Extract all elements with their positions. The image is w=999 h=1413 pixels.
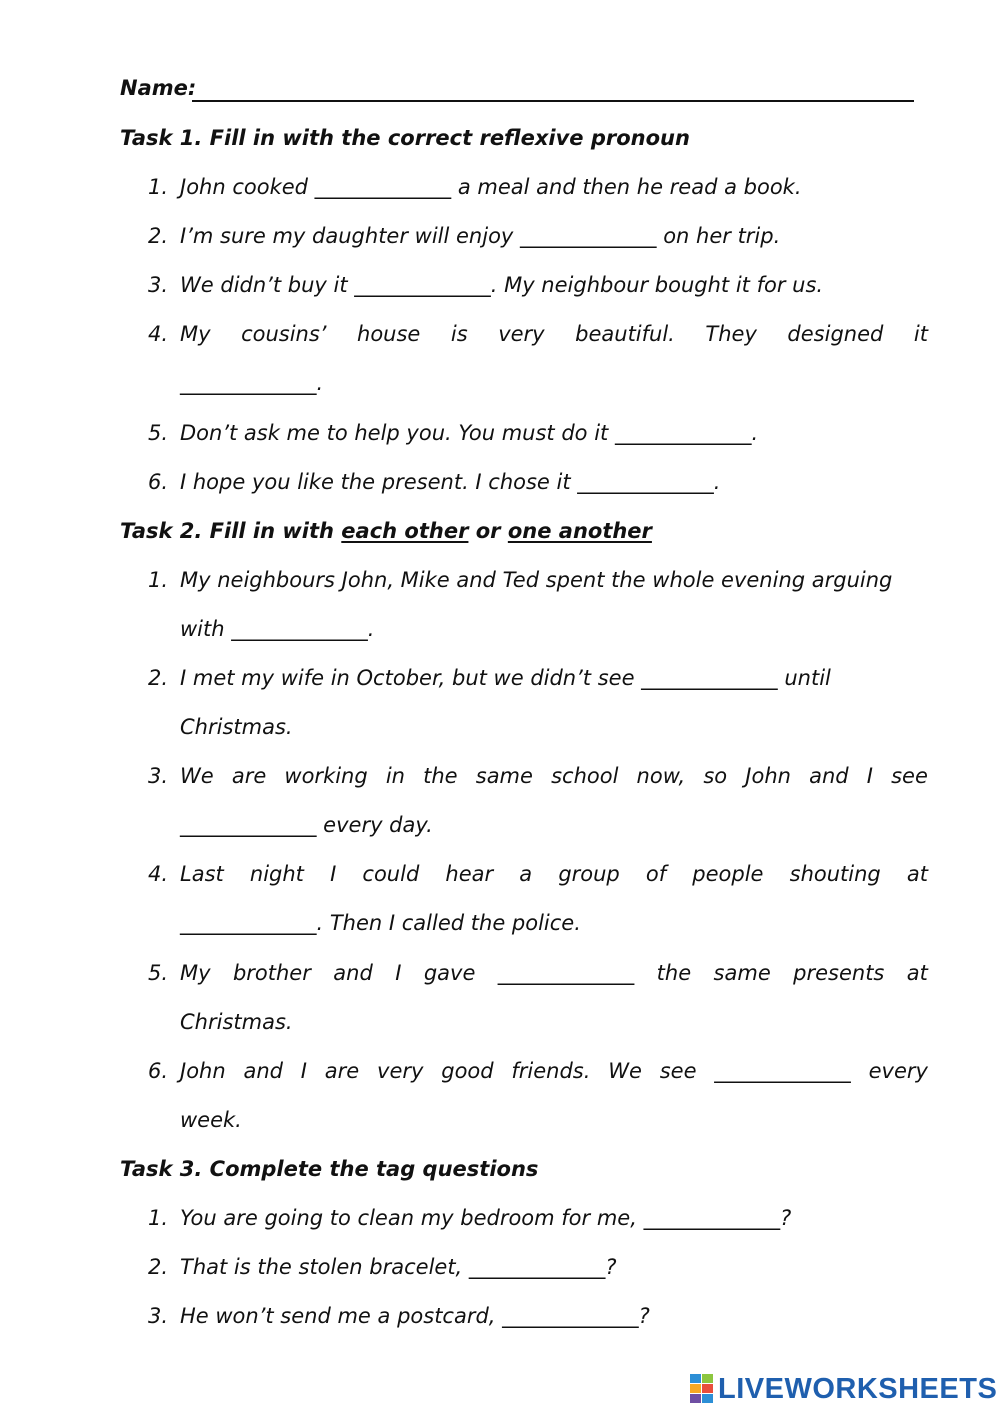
task2-item5-line2: Christmas. xyxy=(180,1010,293,1034)
task1-item6-number: 6. xyxy=(148,470,169,494)
word: it xyxy=(913,322,928,346)
task1-item4-number: 4. xyxy=(148,322,169,346)
liveworksheets-logo-text: LIVEWORKSHEETS xyxy=(718,1372,998,1405)
word: house xyxy=(357,322,421,346)
task2-item6-line2: week. xyxy=(180,1108,242,1132)
task2-item3-line1 xyxy=(180,762,928,790)
task1-item3-number: 3. xyxy=(148,273,169,297)
word: They xyxy=(705,322,757,346)
task2-item2-number: 2. xyxy=(148,666,169,690)
task1-item1-text: John cooked _____________ a meal and then he read a book. xyxy=(180,175,802,199)
task2-item3-line2: _____________ every day. xyxy=(180,813,433,837)
task1-title: Task 1. Fill in with the correct reflexive pronoun xyxy=(120,126,690,150)
task1-item1-number: 1. xyxy=(148,175,169,199)
answer-blank[interactable]: _____________ xyxy=(497,961,635,985)
task2-item1-number: 1. xyxy=(148,568,169,592)
word: every xyxy=(868,1059,928,1083)
word: I xyxy=(330,862,337,886)
word: now, xyxy=(636,764,686,788)
word: very xyxy=(498,322,545,346)
word: Last xyxy=(180,862,224,886)
word: are xyxy=(231,764,267,788)
word: I xyxy=(395,961,402,985)
word: and xyxy=(333,961,373,985)
task2-item5-line1 xyxy=(180,959,928,987)
task1-item5-number: 5. xyxy=(148,421,169,445)
word: the xyxy=(423,764,458,788)
task3-title: Task 3. Complete the tag questions xyxy=(120,1157,539,1181)
task2-item3-number: 3. xyxy=(148,764,169,788)
task3-item2-text: That is the stolen bracelet, _____________? xyxy=(180,1255,617,1279)
word: John xyxy=(180,1059,226,1083)
word: are xyxy=(324,1059,360,1083)
task2-item4-number: 4. xyxy=(148,862,169,886)
name-answer-line[interactable] xyxy=(192,100,914,102)
task2-item4-line2: _____________. Then I called the police. xyxy=(180,911,581,935)
task2-item5-number: 5. xyxy=(148,961,169,985)
word: and xyxy=(243,1059,283,1083)
word: brother xyxy=(232,961,311,985)
word: shouting xyxy=(789,862,881,886)
word: working xyxy=(284,764,368,788)
word: same xyxy=(713,961,771,985)
task3-item3-number: 3. xyxy=(148,1304,169,1328)
word: very xyxy=(377,1059,424,1083)
word: the xyxy=(656,961,692,985)
task3-item1-number: 1. xyxy=(148,1206,169,1230)
word: of xyxy=(645,862,667,886)
task1-item4-line2: _____________. xyxy=(180,371,324,395)
word: school xyxy=(551,764,619,788)
task1-item2-number: 2. xyxy=(148,224,169,248)
name-label: Name: xyxy=(120,76,197,100)
word: We xyxy=(180,764,214,788)
answer-blank[interactable]: _____________ xyxy=(714,1059,851,1083)
liveworksheets-logo xyxy=(690,1372,997,1406)
task1-item5-text: Don’t ask me to help you. You must do it _____________. xyxy=(180,421,759,445)
word: good xyxy=(441,1059,494,1083)
word: and xyxy=(809,764,849,788)
word: My xyxy=(180,961,211,985)
task2-option-one-another: one another xyxy=(507,519,652,543)
word: My xyxy=(180,322,211,346)
task3-item1-text: You are going to clean my bedroom for me, _____________? xyxy=(180,1206,792,1230)
word: John xyxy=(745,764,791,788)
task2-item4-line1 xyxy=(180,860,928,888)
word: is xyxy=(450,322,468,346)
task2-item6-number: 6. xyxy=(148,1059,169,1083)
task2-item2-line1: I met my wife in October, but we didn’t see _____________ until xyxy=(180,666,831,690)
word: see xyxy=(891,764,928,788)
task2-title-mid: or xyxy=(468,519,508,543)
word: in xyxy=(385,764,405,788)
task3-item2-number: 2. xyxy=(148,1255,169,1279)
word: cousins’ xyxy=(241,322,327,346)
word: at xyxy=(906,961,928,985)
word: presents xyxy=(793,961,885,985)
task1-item2-text: I’m sure my daughter will enjoy _____________ on her trip. xyxy=(180,224,781,248)
task2-item6-line1 xyxy=(180,1057,928,1085)
word: a xyxy=(519,862,533,886)
task2-item2-line2: Christmas. xyxy=(180,715,293,739)
word: could xyxy=(362,862,420,886)
word: group xyxy=(558,862,620,886)
task2-title-prefix: Task 2. Fill in with xyxy=(120,519,342,543)
task3-item3-text: He won’t send me a postcard, _____________? xyxy=(180,1304,650,1328)
word: same xyxy=(475,764,533,788)
task1-item6-text: I hope you like the present. I chose it _____________. xyxy=(180,470,721,494)
task2-title xyxy=(120,517,652,545)
word: so xyxy=(703,764,728,788)
task2-item1-line1: My neighbours John, Mike and Ted spent the whole evening arguing xyxy=(180,568,893,592)
word: beautiful. xyxy=(575,322,675,346)
task1-item4-line1 xyxy=(180,320,928,348)
word: see xyxy=(659,1059,697,1083)
word: I xyxy=(866,764,873,788)
task1-item3-text: We didn’t buy it _____________. My neighbour bought it for us. xyxy=(180,273,824,297)
word: friends. xyxy=(511,1059,591,1083)
word: night xyxy=(249,862,304,886)
word: designed xyxy=(787,322,884,346)
word: hear xyxy=(445,862,494,886)
task2-item1-line2: with _____________. xyxy=(180,617,375,641)
word: at xyxy=(906,862,928,886)
liveworksheets-logo-icon xyxy=(690,1374,714,1404)
word: I xyxy=(300,1059,307,1083)
task2-option-each-other: each other xyxy=(341,519,469,543)
word: people xyxy=(692,862,764,886)
word: gave xyxy=(423,961,476,985)
word: We xyxy=(608,1059,642,1083)
